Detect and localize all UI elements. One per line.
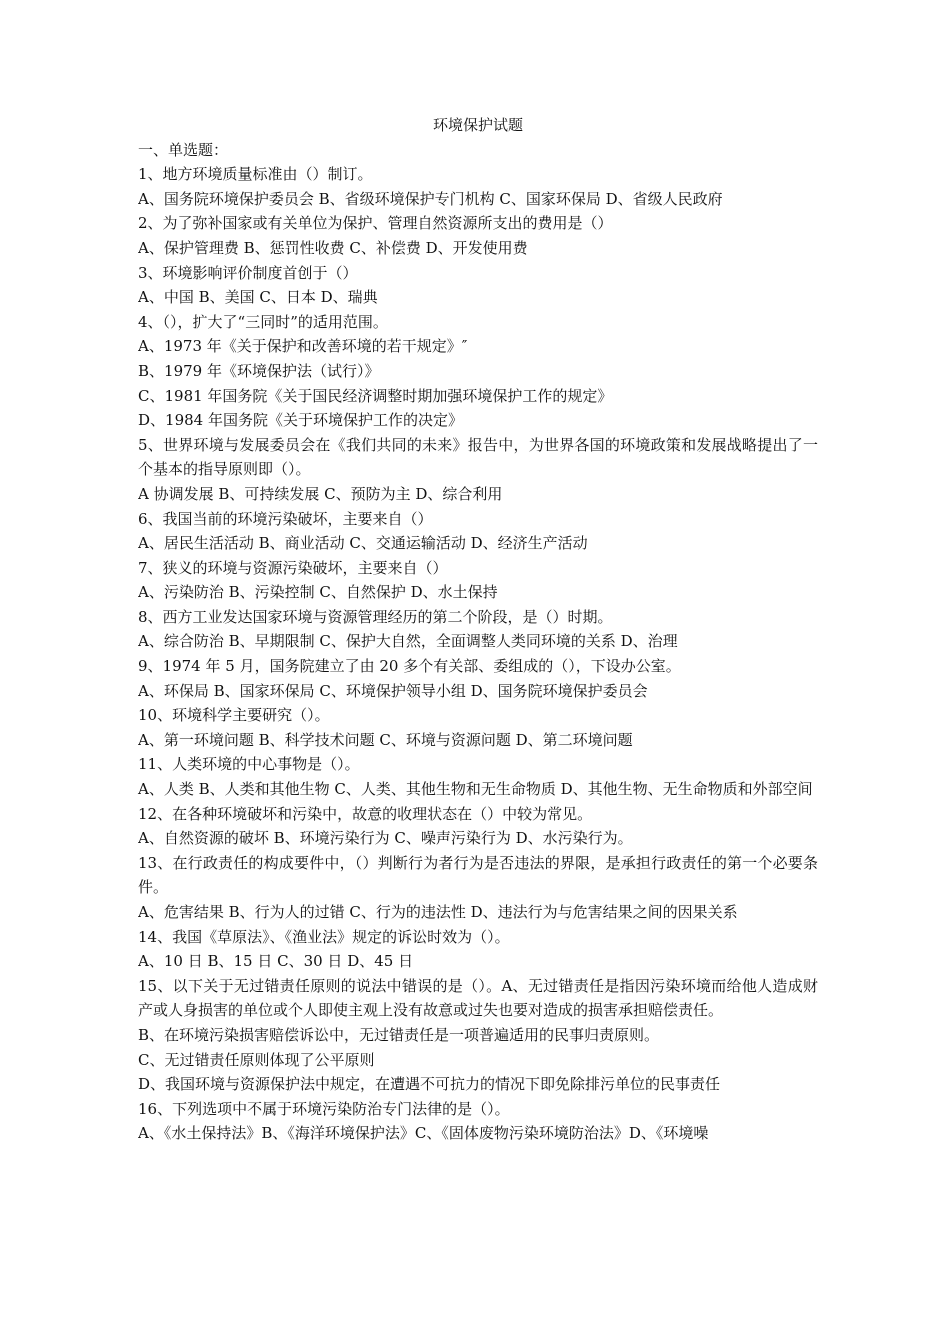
answer-options: A、居民生活活动 B、商业活动 C、交通运输活动 D、经济生产活动 <box>138 534 588 553</box>
question-text: 2、为了弥补国家或有关单位为保护、管理自然资源所支出的费用是（） <box>138 214 613 233</box>
answer-options: A、10 日 B、15 日 C、30 日 D、45 日 <box>138 952 414 971</box>
answer-options: A、人类 B、人类和其他生物 C、人类、其他生物和无生命物质 D、其他生物、无生命物质和外部空间 <box>138 780 813 799</box>
answer-options: A、保护管理费 B、惩罚性收费 C、补偿费 D、开发使用费 <box>138 238 528 257</box>
document-title: 环境保护试题 <box>432 116 523 134</box>
answer-options: A、国务院环境保护委员会 B、省级环境保护专门机构 C、国家环保局 D、省级人民政府 <box>138 189 723 208</box>
answer-options: A、危害结果 B、行为人的过错 C、行为的违法性 D、违法行为与危害结果之间的因果关系 <box>138 903 738 921</box>
answer-options: A 协调发展 B、可持续发展 C、预防为主 D、综合利用 <box>138 484 503 503</box>
answer-options: A、环保局 B、国家环保局 C、环境保护领导小组 D、国务院环境保护委员会 <box>138 681 648 700</box>
question-text: 1、地方环境质量标准由（）制订。 <box>138 165 373 184</box>
question-text: 3、环境影响评价制度首创于（） <box>138 263 358 282</box>
answer-options: A、第一环境问题 B、科学技术问题 C、环境与资源问题 D、第二环境问题 <box>138 730 633 749</box>
question-text: 13、在行政责任的构成要件中，（）判断行为者行为是否违法的界限，是承担行政责任的第一个必要条件。 <box>138 853 818 897</box>
question-text: 10、环境科学主要研究（）。 <box>138 706 330 725</box>
answer-options: A、自然资源的破坏 B、环境污染行为 C、噪声污染行为 D、水污染行为。 <box>138 829 633 848</box>
document-body <box>138 113 818 1146</box>
question-text: 11、人类环境的中心事物是（）。 <box>138 755 360 774</box>
section-heading: 一、单选题： <box>138 140 229 159</box>
question-text: 4、（），扩大了“三同时”的适用范围。 <box>138 312 388 331</box>
answer-options: A、污染防治 B、污染控制 C、自然保护 D、水土保持 <box>138 583 498 602</box>
question-text: 9、1974 年 5 月，国务院建立了由 20 多个有关部、委组成的（），下设办公室。 <box>138 657 681 676</box>
answer-option: A、1973 年《关于保护和改善环境的若干规定》″ <box>138 337 468 356</box>
question-text: 7、狭义的环境与资源污染破坏，主要来自（） <box>138 558 448 577</box>
question-text: 14、我国《草原法》、《渔业法》规定的诉讼时效为（）。 <box>138 927 510 946</box>
question-text: 16、下列选项中不属于环境污染防治专门法律的是（）。 <box>138 1099 510 1118</box>
question-text: 15、以下关于无过错责任原则的说法中错误的是（）。A、无过错责任是指因污染环境而给他人造成财产或人身损害的单位或个人即使主观上没有故意或过失也要对造成的损害承担赔偿责任。 <box>138 976 818 1020</box>
answer-options: A、综合防治 B、早期限制 C、保护大自然，全面调整人类同环境的关系 D、治理 <box>138 632 678 651</box>
question-text: 8、西方工业发达国家环境与资源管理经历的第二个阶段，是（）时期。 <box>138 607 613 626</box>
question-text: 6、我国当前的环境污染破坏，主要来自（） <box>138 509 433 528</box>
answer-options: A、中国 B、美国 C、日本 D、瑞典 <box>138 288 378 307</box>
answer-option: D、1984 年国务院《关于环境保护工作的决定》 <box>138 411 463 430</box>
question-text: 12、在各种环境破坏和污染中，故意的收理状态在（）中较为常见。 <box>138 804 593 823</box>
answer-option: C、无过错责任原则体现了公平原则 <box>138 1050 375 1069</box>
question-text: 5、世界环境与发展委员会在《我们共同的未来》报告中，为世界各国的环境政策和发展战略提出了一个基本的指导原则即（）。 <box>138 435 818 479</box>
answer-options: A、《水土保持法》B、《海洋环境保护法》C、《固体废物污染环境防治法》D、《环境噪 <box>138 1124 709 1143</box>
answer-option: D、我国环境与资源保护法中规定，在遭遇不可抗力的情况下即免除排污单位的民事责任 <box>138 1075 721 1094</box>
answer-option: C、1981 年国务院《关于国民经济调整时期加强环境保护工作的规定》 <box>138 386 613 405</box>
answer-option: B、1979 年《环境保护法（试行）》 <box>138 361 380 380</box>
answer-option: B、在环境污染损害赔偿诉讼中，无过错责任是一项普遍适用的民事归责原则。 <box>138 1025 660 1044</box>
